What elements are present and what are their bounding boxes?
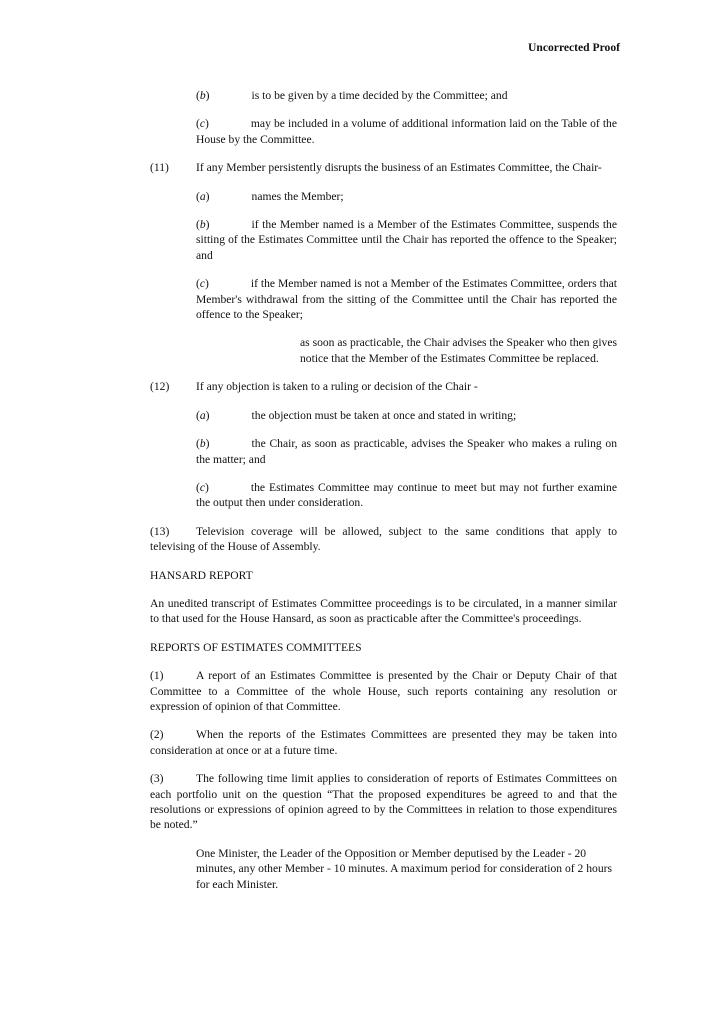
time-limit-note: One Minister, the Leader of the Opposition or Member deputised by the Leader - 20 minutes, any other Member - 10 minutes. A maximum period for consideration of 2 hours for each Minister.: [196, 846, 613, 891]
section-heading-hansard: HANSARD REPORT: [150, 568, 253, 582]
subparagraph-a: (a) names the Member;: [196, 189, 344, 203]
document-body: [150, 88, 617, 905]
subparagraph-c: (c) may be included in a volume of additional information laid on the Table of the House by the Committee.: [196, 117, 617, 146]
paragraph-12: (12) If any objection is taken to a ruling or decision of the Chair -: [150, 380, 478, 394]
paragraph-text: as soon as practicable, the Chair advises the Speaker who then gives notice that the Member of the Estimates Committee be replaced.: [300, 336, 617, 365]
subparagraph-b: (b) the Chair, as soon as practicable, advises the Speaker who makes a ruling on the matter; and: [196, 437, 617, 466]
section-heading-reports: REPORTS OF ESTIMATES COMMITTEES: [150, 640, 362, 654]
paragraph-text: An unedited transcript of Estimates Committee proceedings is to be circulated, in a manner similar to that used for the House Hansard, as soon as practicable after the Committee's proceedings.: [150, 596, 617, 626]
subparagraph-c: (c) the Estimates Committee may continue to meet but may not further examine the output then under consideration.: [196, 480, 617, 510]
paragraph-11: (11) If any Member persistently disrupts the business of an Estimates Committee, the Chair-: [150, 161, 602, 175]
paragraph-3: (3) The following time limit applies to consideration of reports of Estimates Committees on each portfolio unit on the question “That the proposed expenditures be agreed to and that the resolutions or expressions of opinion agreed to by the Committees in relation to those expenditures be noted.”: [150, 772, 617, 832]
subparagraph-c: (c) if the Member named is not a Member of the Estimates Committee, orders that Member's withdrawal from the sitting of the Committee until the Chair has reported the offence to the Speaker;: [196, 277, 617, 322]
paragraph-13: (13) Television coverage will be allowed, subject to the same conditions that apply to televising of the House of Assembly.: [150, 524, 617, 554]
paragraph-2: (2) When the reports of the Estimates Committees are presented they may be taken into consideration at once or at a future time.: [150, 728, 617, 757]
subparagraph-a: (a) the objection must be taken at once and stated in writing;: [196, 408, 517, 422]
proof-status-header: Uncorrected Proof: [528, 41, 620, 54]
paragraph-1: (1) A report of an Estimates Committee is presented by the Chair or Deputy Chair of that Committee to a Committee of the whole House, such reports containing any resolution or expression of opinion of that Committee.: [150, 669, 617, 713]
subparagraph-b: (b) is to be given by a time decided by the Committee; and: [196, 89, 508, 102]
subparagraph-b: (b) if the Member named is a Member of the Estimates Committee, suspends the sitting of the Estimates Committee until the Chair has reported the offence to the Speaker; and: [196, 218, 617, 262]
